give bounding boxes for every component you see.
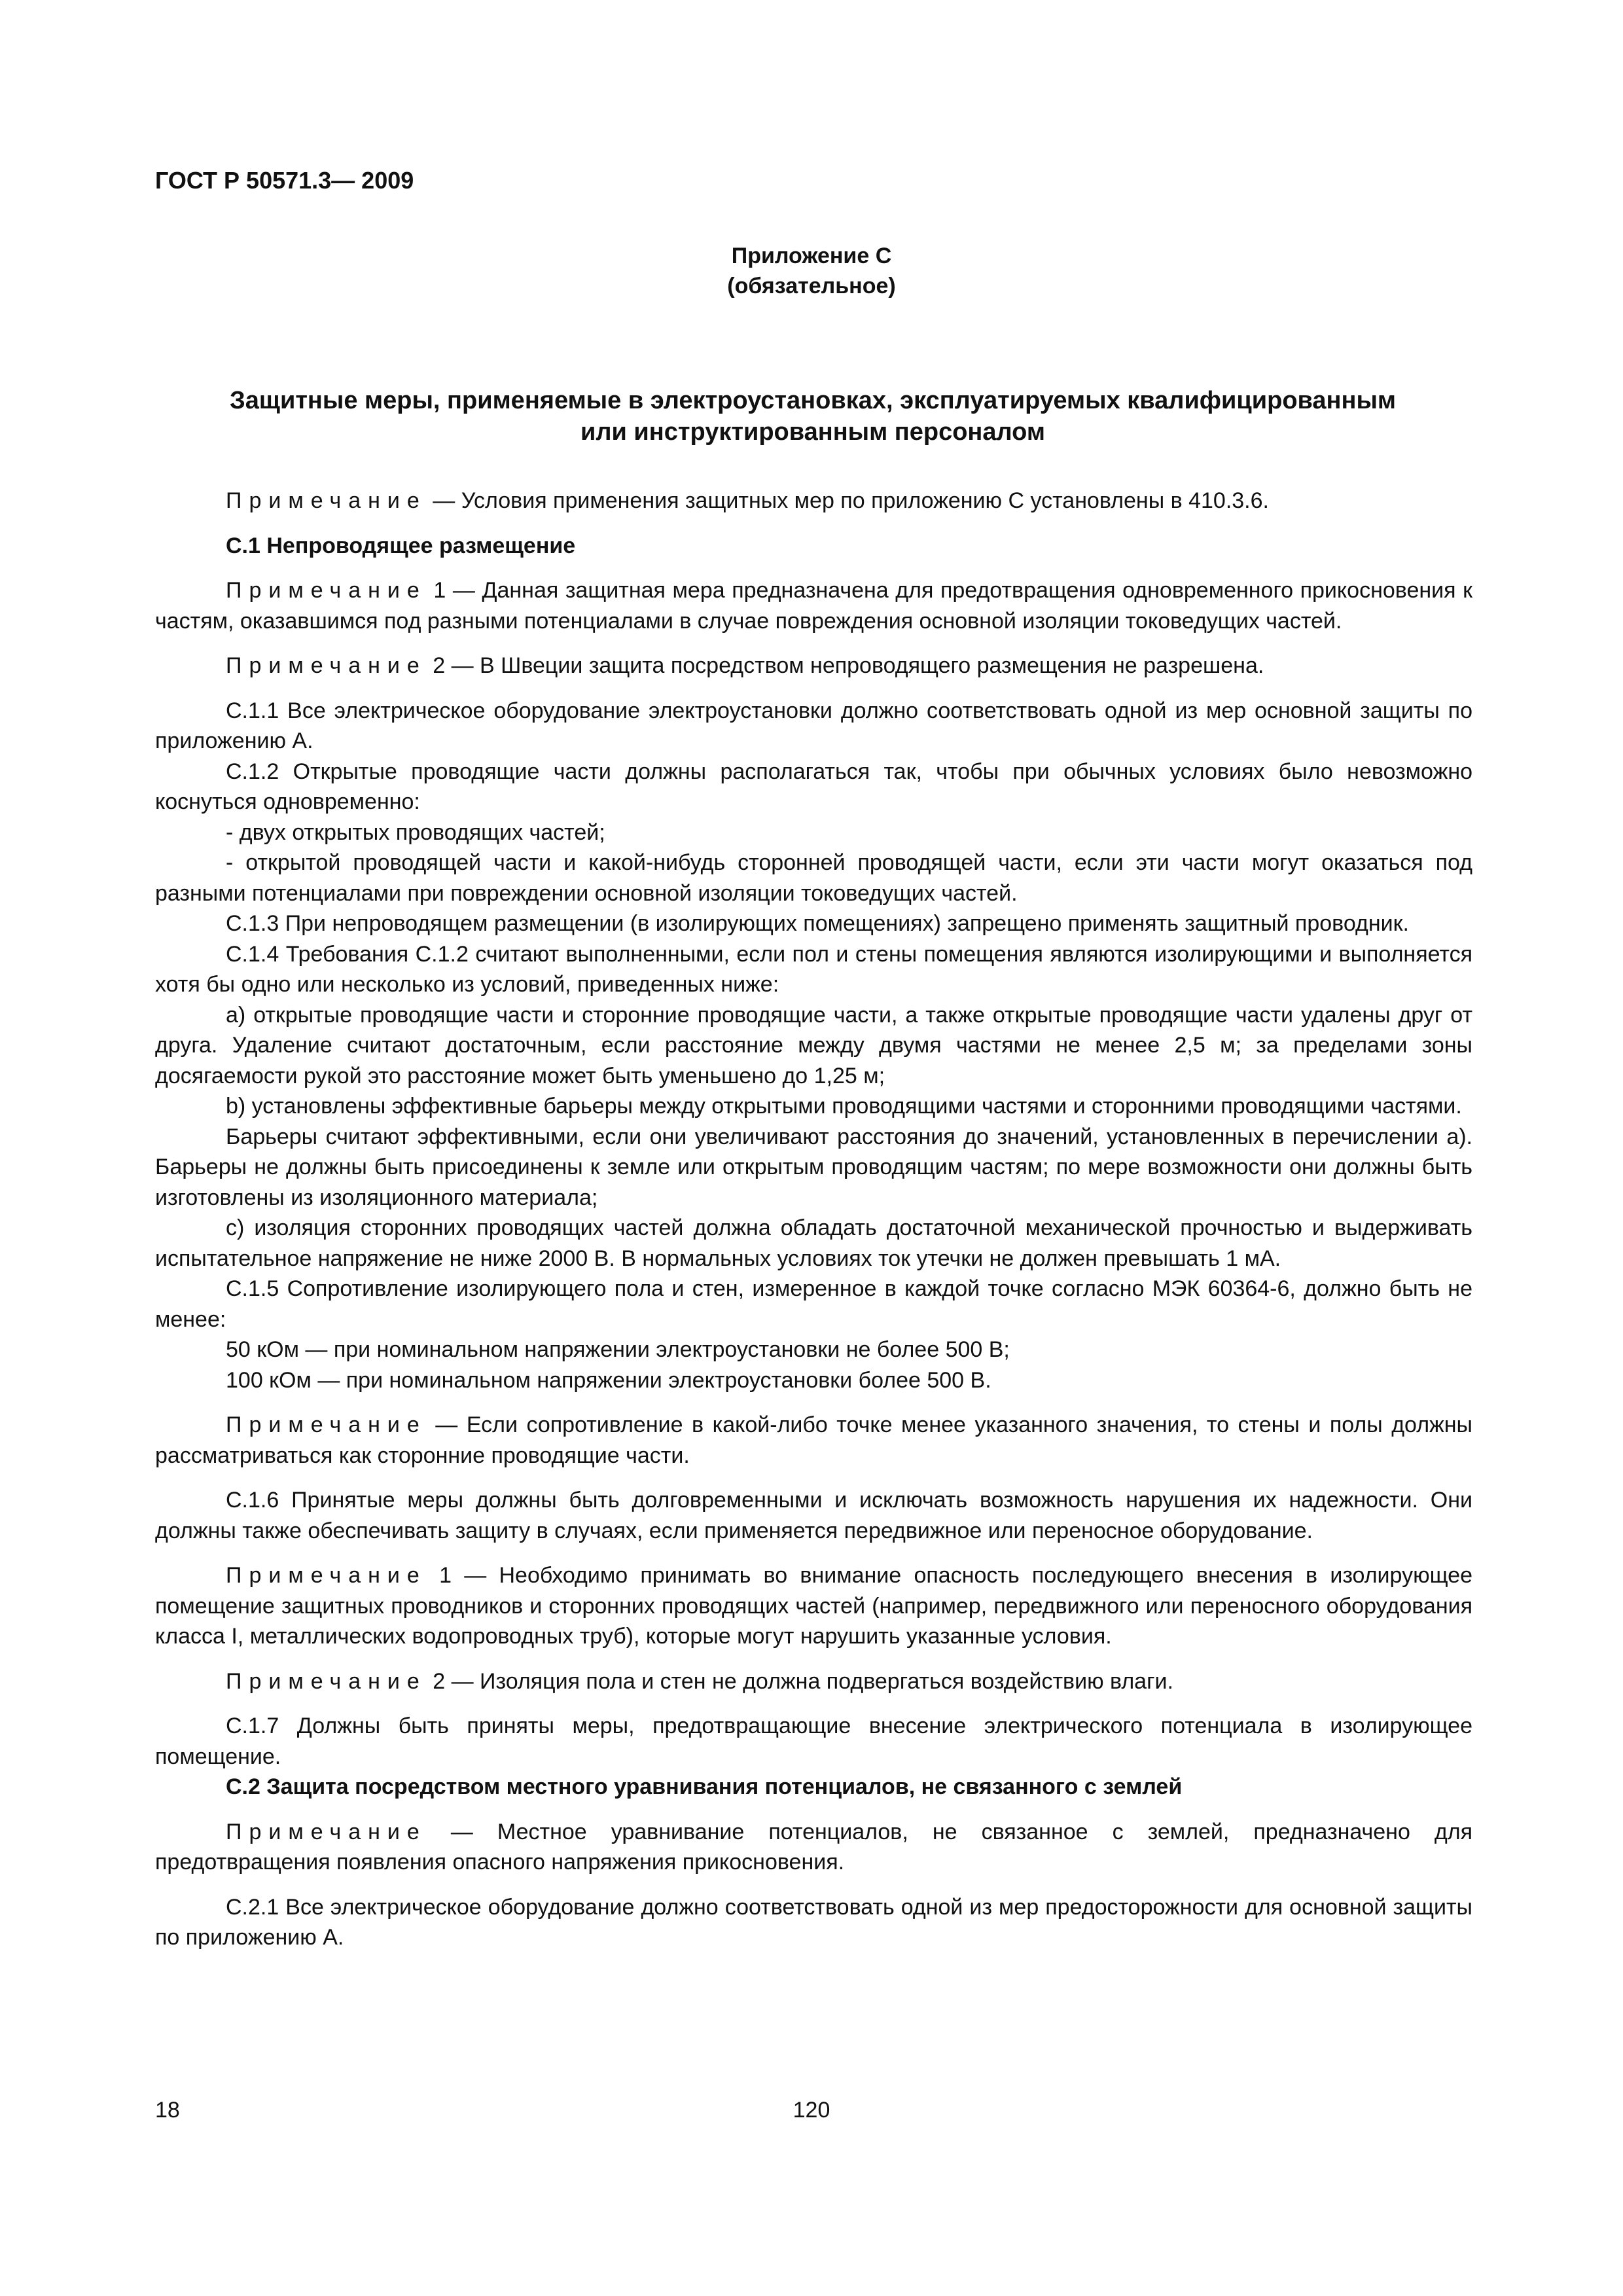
appendix-status: (обязательное) [727,274,896,298]
note-paragraph [155,1666,1472,1697]
clause-c1-4-item-b: b) установлены эффективные барьеры между открытыми проводящими частями и сторонними проводящими частями. [226,1094,1462,1119]
note-lead: Примечание [226,653,427,678]
appendix-heading [0,241,1623,301]
note-paragraph [155,575,1472,636]
note-paragraph [155,651,1472,681]
note-lead: Примечание [226,578,427,603]
appendix-label: Приложение С [731,243,892,268]
clause-c1-2: С.1.2 Открытые проводящие части должны располагаться так, чтобы при обычных условиях было невозможно коснуться одновременно: [155,759,1472,814]
note-paragraph [155,486,1472,516]
clause-c1-1: С.1.1 Все электрическое оборудование электроустановки должно соответствовать одной из мер основной защиты по приложению А. [155,698,1472,753]
clause-c1-5: С.1.5 Сопротивление изолирующего пола и стен, измеренное в каждой точке согласно МЭК 60364-6, должно быть не менее: [155,1276,1472,1332]
note-text: 1 — Необходимо принимать во внимание опасность последующего внесения в изолирующее помещение защитных проводников и сторонних проводящих частей (например, передвижного или переносного оборудования класса I, металлических водопроводных труб), которые могут нарушить указанные условия. [155,1563,1472,1649]
note-lead: Примечание [226,1819,427,1844]
document-header: ГОСТ Р 50571.3— 2009 [155,167,414,194]
clause-c1-2-item-2: - открытой проводящей части и какой-нибудь сторонней проводящей части, если эти части могут оказаться под разными потенциалами при повреждении основной изоляции токоведущих частей. [155,850,1472,906]
note-paragraph [155,1410,1472,1471]
section-heading-c2: С.2 Защита посредством местного уравнивания потенциалов, не связанного с землей [226,1774,1183,1799]
note-lead: Примечание [226,1412,427,1437]
page-number-left: 18 [155,2098,180,2123]
title-line-2: или инструктированным персоналом [580,418,1045,446]
note-lead: Примечание [226,1563,427,1588]
note-text: 2 — Изоляция пола и стен не должна подвергаться воздействию влаги. [426,1668,1173,1694]
note-text: 1 — Данная защитная мера предназначена для предотвращения одновременного прикосновения к частям, оказавшимся под разными потенциалами в случае повреждения основной изоляции токоведущих частей. [155,578,1472,634]
clause-c1-4-barriers: Барьеры считают эффективными, если они увеличивают расстояния до значений, установленных в перечислении а). Барьеры не должны быть присоединены к земле или открытым проводящим частям; по мере возможности они должны быть изготовлены из изоляционного материала; [155,1124,1472,1210]
clause-c1-7: С.1.7 Должны быть приняты меры, предотвращающие внесение электрического потенциала в изолирующее помещение. [155,1713,1472,1769]
clause-c1-4: С.1.4 Требования С.1.2 считают выполненными, если пол и стены помещения являются изолирующими и выполняется хотя бы одно или несколько из условий, приведенных ниже: [155,941,1472,997]
note-lead: Примечание [226,1668,427,1694]
note-lead: Примечание [226,488,427,513]
section-heading-c1: С.1 Непроводящее размещение [226,533,576,558]
document-body [155,486,1472,1953]
note-text: — Если сопротивление в какой-либо точке менее указанного значения, то стены и полы должны рассматриваться как сторонние проводящие части. [155,1412,1472,1468]
clause-c1-5-value-1: 50 кОм — при номинальном напряжении электроустановки не более 500 В; [226,1337,1010,1362]
clause-c1-5-value-2: 100 кОм — при номинальном напряжении электроустановки более 500 В. [226,1367,991,1393]
note-paragraph [155,1817,1472,1878]
note-text: — Местное уравнивание потенциалов, не связанное с землей, предназначено для предотвращения появления опасного напряжения прикосновения. [155,1819,1472,1874]
page-number-center: 120 [793,2098,830,2123]
note-text: — Условия применения защитных мер по приложению С установлены в 410.3.6. [426,488,1269,513]
appendix-title [155,385,1471,448]
clause-c2-1: С.2.1 Все электрическое оборудование должно соответствовать одной из мер предосторожности для основной защиты по приложению А. [155,1894,1472,1950]
clause-c1-4-item-a: a) открытые проводящие части и сторонние проводящие части, а также открытые проводящие части удалены друг от друга. Удаление считают достаточным, если расстояние между двумя частями не менее 2,5 м; за пределами зоны досягаемости рукой это расстояние может быть уменьшено до 1,25 м; [155,1002,1472,1088]
clause-c1-3: С.1.3 При непроводящем размещении (в изолирующих помещениях) запрещено применять защитный проводник. [226,911,1409,936]
note-text: 2 — В Швеции защита посредством непроводящего размещения не разрешена. [426,653,1264,678]
note-paragraph [155,1560,1472,1652]
title-line-1: Защитные меры, применяемые в электроустановках, эксплуатируемых квалифицированным [229,387,1397,414]
clause-c1-4-item-c: c) изоляция сторонних проводящих частей должна обладать достаточной механической прочностью и выдерживать испытательное напряжение не ниже 2000 В. В нормальных условиях ток утечки не должен превышать 1 мА. [155,1215,1472,1271]
clause-c1-2-item-1: - двух открытых проводящих частей; [226,819,605,845]
clause-c1-6: С.1.6 Принятые меры должны быть долговременными и исключать возможность нарушения их надежности. Они должны также обеспечивать защиту в случаях, если применяется передвижное или переносное оборудование. [155,1488,1472,1543]
